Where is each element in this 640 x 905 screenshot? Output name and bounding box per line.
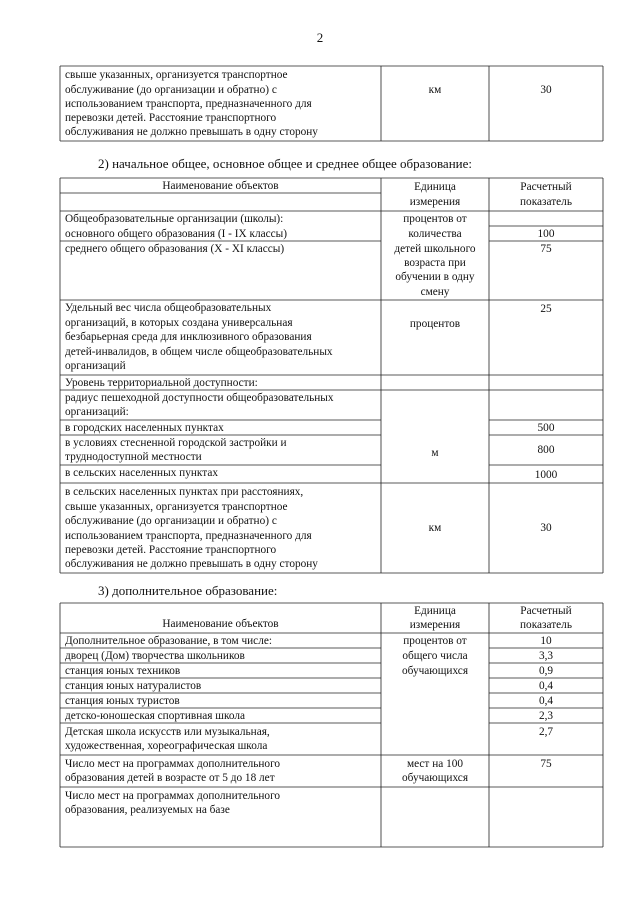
schools-unit: процентов от xyxy=(403,213,467,225)
inclusive-line: безбарьерная среда для инклюзивного образования xyxy=(65,331,312,343)
urban-name: в городских населенных пунктах xyxy=(65,422,224,434)
rural-name: в сельских населенных пунктах xyxy=(65,467,218,479)
schools-unit: смену xyxy=(420,286,450,298)
table-row-name: станция юных натуралистов xyxy=(65,680,202,692)
table-row-name: Дополнительное образование, в том числе: xyxy=(65,635,272,647)
dense-value: 800 xyxy=(537,444,555,456)
places-unit: мест на 100 xyxy=(406,758,464,770)
schools-unit: детей школьного xyxy=(394,243,476,255)
table-row-name: станция юных туристов xyxy=(65,695,180,707)
transport-line: использованием транспорта, предназначенного для xyxy=(65,530,312,542)
rural-value: 1000 xyxy=(534,469,558,481)
base-line: Число мест на программах дополнительного xyxy=(65,790,281,802)
schools-unit: количества xyxy=(408,228,462,240)
table-row-value: 10 xyxy=(540,635,552,647)
inclusive-line: организаций, в которых создана универсальная xyxy=(65,317,293,329)
inclusive-unit: процентов xyxy=(409,318,461,330)
row-basic-value: 100 xyxy=(537,228,555,240)
dop-unit: общего числа xyxy=(402,650,468,662)
row-basic-name: основного общего образования (I - IX классы) xyxy=(65,228,288,240)
inclusive-value: 25 xyxy=(540,303,552,315)
page-number: 2 xyxy=(316,30,324,45)
table-row-value: 0,4 xyxy=(538,695,554,707)
schools-unit: возраста при xyxy=(404,257,466,269)
section2-caption: 2) начальное общее, основное общее и среднее общее образование: xyxy=(98,156,472,171)
dense-line: труднодоступной местности xyxy=(65,451,202,463)
top-fragment-unit: км xyxy=(428,84,442,96)
places-unit: обучающихся xyxy=(401,772,469,784)
table-row-name: детско-юношеская спортивная школа xyxy=(65,710,246,722)
base-line: образования, реализуемых на базе xyxy=(65,804,230,816)
top-fragment-value: 30 xyxy=(540,84,552,96)
access-title: Уровень территориальной доступности: xyxy=(65,377,258,389)
table-row-value: 2,3 xyxy=(538,710,554,722)
top-fragment-line: перевозки детей. Расстояние транспортного xyxy=(65,112,277,124)
inclusive-line: Удельный вес числа общеобразовательных xyxy=(65,302,272,314)
places-line: образования детей в возрасте от 5 до 18 лет xyxy=(65,772,275,784)
inclusive-line: детей-инвалидов, в общем числе общеобразовательных xyxy=(65,346,333,358)
radius-line: радиус пешеходной доступности общеобразовательных xyxy=(65,392,334,404)
header-name: Наименование объектов xyxy=(162,618,279,630)
header-value: Расчетный xyxy=(520,605,572,617)
transport-line: обслуживание (до организации и обратно) с xyxy=(65,515,277,527)
header-unit: измерения xyxy=(409,196,461,208)
places-line: Число мест на программах дополнительного xyxy=(65,758,281,770)
section3-caption: 3) дополнительное образование: xyxy=(98,583,278,598)
table-row-value: 0,9 xyxy=(538,665,554,677)
distance-unit: м xyxy=(431,447,439,459)
table-row-value: 0,4 xyxy=(538,680,554,692)
header-value: Расчетный xyxy=(520,181,572,193)
header-name: Наименование объектов xyxy=(162,180,279,192)
top-fragment-line: свыше указанных, организуется транспортное xyxy=(65,69,288,81)
inclusive-line: организаций xyxy=(65,360,126,372)
row-secondary-name: среднего общего образования (X - XI классы) xyxy=(65,243,285,255)
top-fragment-line: обслуживания не должно превышать в одну сторону xyxy=(65,126,318,138)
transport-unit: км xyxy=(428,522,442,534)
art-school-line: Детская школа искусств или музыкальная, xyxy=(65,726,270,738)
schools-unit: обучении в одну xyxy=(395,271,475,283)
table-row-name: станция юных техников xyxy=(65,665,181,677)
places-value: 75 xyxy=(540,758,552,770)
dop-unit: обучающихся xyxy=(401,665,469,677)
dense-line: в условиях стесненной городской застройки и xyxy=(65,437,287,449)
header-unit: Единица xyxy=(414,181,456,193)
top-fragment-line: обслуживание (до организации и обратно) с xyxy=(65,84,277,96)
header-unit: измерения xyxy=(409,619,461,631)
header-value: показатель xyxy=(520,196,572,208)
art-school-value: 2,7 xyxy=(538,726,554,738)
table-row-name: дворец (Дом) творчества школьников xyxy=(65,650,245,662)
transport-line: обслуживания не должно превышать в одну сторону xyxy=(65,558,318,570)
art-school-line: художественная, хореографическая школа xyxy=(65,740,268,752)
radius-line: организаций: xyxy=(65,406,129,418)
urban-value: 500 xyxy=(537,422,555,434)
transport-line: свыше указанных, организуется транспортное xyxy=(65,501,288,513)
dop-unit: процентов от xyxy=(403,635,467,647)
transport-value: 30 xyxy=(540,522,552,534)
transport-line: перевозки детей. Расстояние транспортного xyxy=(65,544,277,556)
top-fragment-line: использованием транспорта, предназначенного для xyxy=(65,98,312,110)
row-secondary-value: 75 xyxy=(540,243,552,255)
table-row-value: 3,3 xyxy=(538,650,554,662)
header-value: показатель xyxy=(520,619,572,631)
header-unit: Единица xyxy=(414,605,456,617)
transport-line: в сельских населенных пунктах при расстояниях, xyxy=(65,486,304,498)
schools-title: Общеобразовательные организации (школы): xyxy=(65,213,284,225)
